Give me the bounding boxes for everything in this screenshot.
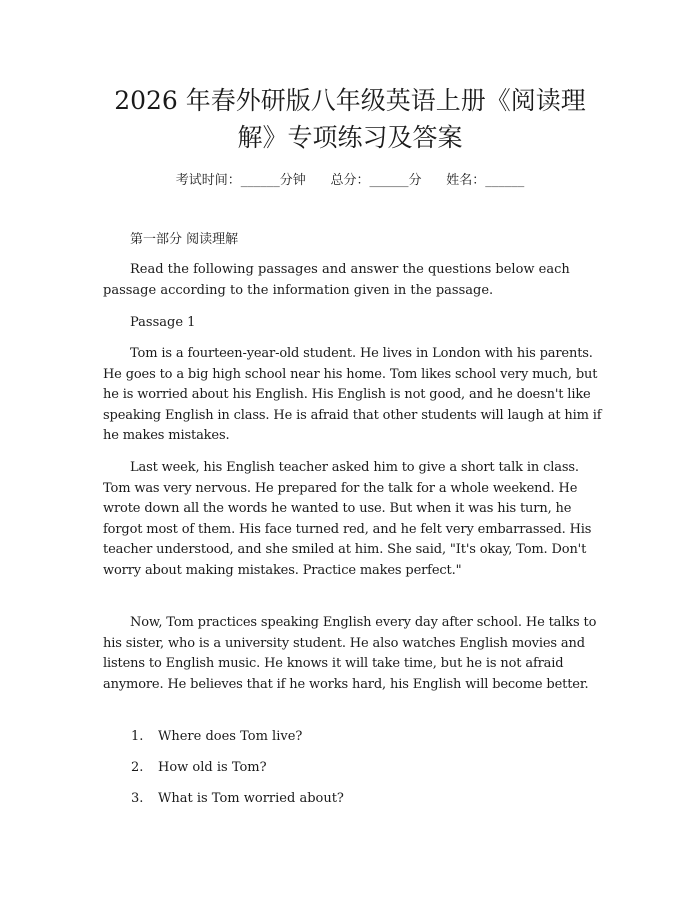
exam-info-line: 考试时间：______分钟 总分：______分 姓名：______	[175, 173, 525, 188]
question-number: 3.	[131, 791, 144, 806]
question-item	[131, 789, 344, 809]
question-number: 2.	[131, 760, 144, 775]
question-item	[131, 758, 267, 778]
question-text: Where does Tom live?	[158, 729, 303, 744]
document-title	[80, 82, 620, 156]
question-text: What is Tom worried about?	[158, 791, 344, 806]
title-line-2: 解》专项练习及答案	[237, 123, 463, 152]
passage-label: Passage 1	[130, 315, 196, 330]
section-heading: 第一部分 阅读理解	[130, 232, 239, 247]
passage-paragraph-2: Last week, his English teacher asked him to give a short talk in class. Tom was very nervous. He prepared for the talk for a whole weekend. He wrote down all the words he wanted to use. But when it was his turn, he forgot most of them. His face turned red, and he felt very embarrassed. His teacher understood, and she smiled at him. She said, "It's okay, Tom. Don't worry about making mistakes. Practice makes perfect."	[103, 460, 592, 578]
question-number: 1.	[131, 729, 144, 744]
question-item	[131, 727, 302, 747]
passage-paragraph-1: Tom is a fourteen-year-old student. He lives in London with his parents. He goes to a big high school near his home. Tom likes school very much, but he is worried about his English. His English is not good, and he doesn't like speaking English in class. He is afraid that other students will laugh at him if he makes mistakes.	[103, 346, 602, 444]
instructions-text: Read the following passages and answer the questions below each passage according to the information given in the passage.	[103, 262, 570, 298]
question-text: How old is Tom?	[158, 760, 267, 775]
title-line-1: 2026 年春外研版八年级英语上册《阅读理	[114, 86, 586, 115]
passage-paragraph-3: Now, Tom practices speaking English every day after school. He talks to his sister, who is a university student. He also watches English movies and listens to English music. He knows it will take time, but he is not afraid anymore. He believes that if he works hard, his English will become better.	[103, 615, 597, 692]
